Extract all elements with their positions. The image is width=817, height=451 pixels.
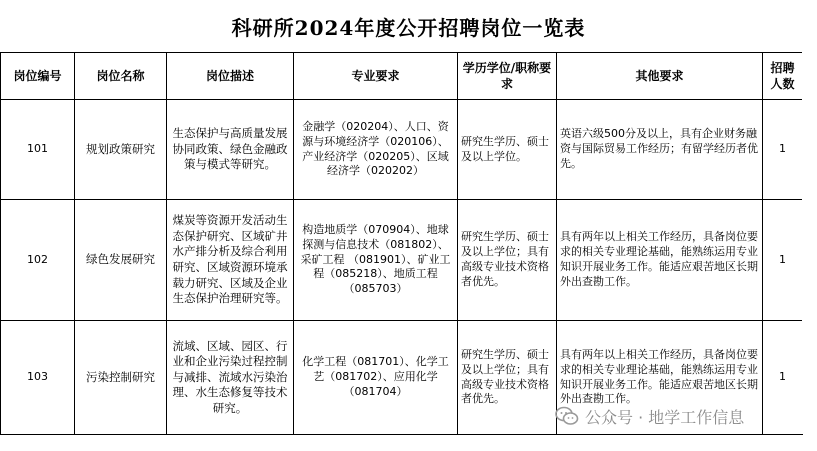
other-requirement-cell: 英语六级500分及以上，具有企业财务融资与国际贸易工作经历；有留学经历者优先。: [557, 100, 763, 200]
position-id-cell: 102: [1, 200, 75, 321]
education-requirement-cell: 研究生学历、硕士及以上学位；具有高级专业技术资格者优先。: [458, 200, 557, 321]
header-other-requirement: 其他要求: [557, 53, 763, 100]
wechat-icon: [555, 405, 579, 427]
header-position-description: 岗位描述: [167, 53, 294, 100]
header-education-requirement: 学历学位/职称要求: [458, 53, 557, 100]
headcount-cell: 1: [763, 321, 803, 435]
education-requirement-cell: 研究生学历、硕士及以上学位。: [458, 100, 557, 200]
position-description-cell: 煤炭等资源开发活动生态保护研究、区域矿井水产排分析及综合利用研究、区域资源环境承载力研究、区域及企业生态保护治理研究等。: [167, 200, 294, 321]
major-requirement-cell: 金融学（020204）、人口、资源与环境经济学（020106）、产业经济学（020205）、区域经济学（020202）: [294, 100, 458, 200]
position-id-cell: 103: [1, 321, 75, 435]
major-requirement-cell: 化学工程（081701）、化学工艺（081702）、应用化学（081704）: [294, 321, 458, 435]
header-position-id: 岗位编号: [1, 53, 75, 100]
positions-table: [0, 52, 803, 435]
position-description-cell: 流域、区域、园区、行业和企业污染过程控制与减排、流域水污染治理、水生态修复等技术研究。: [167, 321, 294, 435]
page-title: 科研所2024年度公开招聘岗位一览表: [231, 15, 586, 40]
table-row: [1, 200, 803, 321]
table-row: [1, 100, 803, 200]
education-requirement-cell: 研究生学历、硕士及以上学位；具有高级专业技术资格者优先。: [458, 321, 557, 435]
position-name-cell: 规划政策研究: [75, 100, 167, 200]
headcount-cell: 1: [763, 200, 803, 321]
header-position-name: 岗位名称: [75, 53, 167, 100]
headcount-cell: 1: [763, 100, 803, 200]
header-row: [1, 53, 803, 100]
position-description-cell: 生态保护与高质量发展协同政策、绿色金融政策与模式等研究。: [167, 100, 294, 200]
header-major-requirement: 专业要求: [294, 53, 458, 100]
watermark-text: 公众号 · 地学工作信息: [585, 407, 745, 427]
position-name-cell: 污染控制研究: [75, 321, 167, 435]
header-headcount: 招聘人数: [763, 53, 803, 100]
major-requirement-cell: 构造地质学（070904）、地球探测与信息技术（081802）、采矿工程 （081901）、矿业工程（085218）、地质工程（085703）: [294, 200, 458, 321]
other-requirement-cell: 具有两年以上相关工作经历，具备岗位要求的相关专业理论基础，能熟练运用专业知识开展业务工作。能适应艰苦地区长期外出查勘工作。: [557, 321, 763, 435]
sheet-right-margin: [802, 52, 817, 434]
watermark: [555, 401, 744, 431]
position-id-cell: 101: [1, 100, 75, 200]
other-requirement-cell: 具有两年以上相关工作经历，具备岗位要求的相关专业理论基础，能熟练运用专业知识开展业务工作。能适应艰苦地区长期外出查勘工作。: [557, 200, 763, 321]
position-name-cell: 绿色发展研究: [75, 200, 167, 321]
